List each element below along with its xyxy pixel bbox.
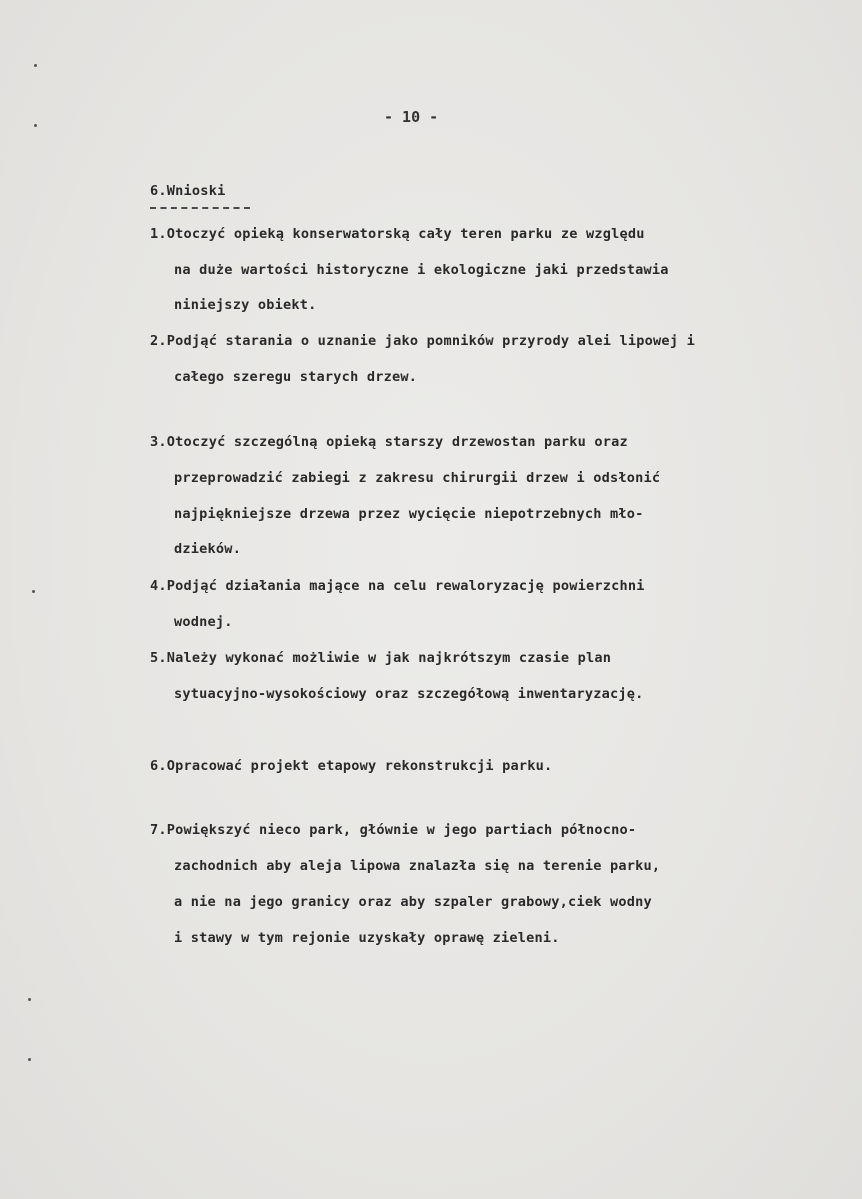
- heading-underline: [150, 207, 250, 211]
- conclusion-7-line-4: i stawy w tym rejonie uzyskały oprawę zieleni.: [174, 930, 560, 946]
- conclusion-1-line-2: na duże wartości historyczne i ekologiczne jaki przedstawia: [174, 262, 669, 278]
- conclusion-2-line-2: całego szeregu starych drzew.: [174, 369, 418, 385]
- conclusion-6-line-1: 6.Opracować projekt etapowy rekonstrukcji parku.: [150, 758, 553, 774]
- conclusion-5-line-2: sytuacyjno-wysokościowy oraz szczegółową inwentaryzację.: [174, 686, 644, 702]
- conclusion-7-line-1: 7.Powiększyć nieco park, głównie w jego partiach północno-: [150, 822, 637, 838]
- conclusion-4-line-1: 4.Podjąć działania mające na celu rewaloryzację powierzchni: [150, 578, 645, 594]
- margin-mark: [34, 124, 37, 127]
- conclusion-3-line-2: przeprowadzić zabiegi z zakresu chirurgii drzew i odsłonić: [174, 470, 661, 486]
- conclusion-7-line-2: zachodnich aby aleja lipowa znalazła się na terenie parku,: [174, 858, 661, 874]
- conclusion-3-line-3: najpiękniejsze drzewa przez wycięcie niepotrzebnych mło-: [174, 506, 644, 522]
- conclusion-1-line-3: niniejszy obiekt.: [174, 297, 317, 313]
- margin-mark: [32, 590, 35, 593]
- conclusion-1-line-1: 1.Otoczyć opieką konserwatorską cały teren parku ze względu: [150, 226, 645, 242]
- section-heading: 6.Wnioski: [150, 183, 226, 199]
- margin-mark: [28, 1058, 31, 1061]
- conclusion-3-line-4: dzieków.: [174, 541, 242, 557]
- margin-mark: [34, 64, 37, 67]
- conclusion-3-line-1: 3.Otoczyć szczególną opieką starszy drzewostan parku oraz: [150, 434, 628, 450]
- conclusion-2-line-1: 2.Podjąć starania o uznanie jako pomników przyrody alei lipowej i: [150, 333, 695, 349]
- margin-mark: [28, 998, 31, 1001]
- conclusion-4-line-2: wodnej.: [174, 614, 233, 630]
- conclusion-7-line-3: a nie na jego granicy oraz aby szpaler grabowy,ciek wodny: [174, 894, 652, 910]
- page-number: - 10 -: [384, 108, 439, 126]
- conclusion-5-line-1: 5.Należy wykonać możliwie w jak najkrótszym czasie plan: [150, 650, 612, 666]
